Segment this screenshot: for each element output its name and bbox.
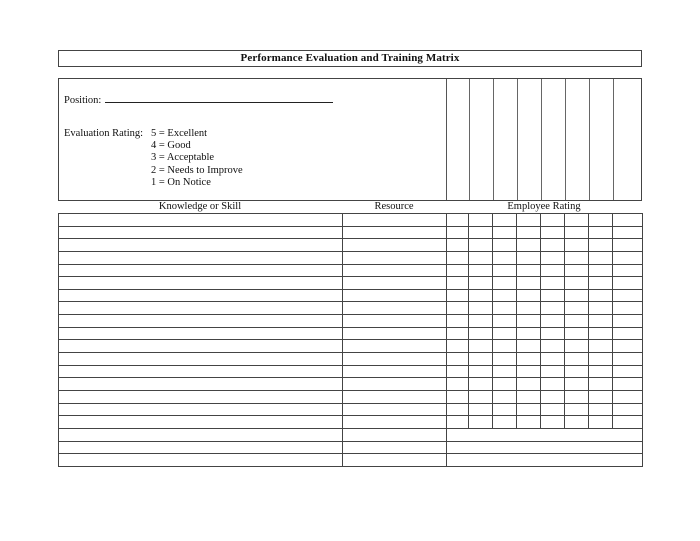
resource-cell[interactable] (343, 327, 447, 340)
rating-cell[interactable] (541, 340, 565, 353)
rating-cell[interactable] (565, 214, 589, 227)
resource-cell[interactable] (343, 454, 447, 467)
skill-cell[interactable] (59, 441, 343, 454)
rating-cell[interactable] (517, 264, 541, 277)
rating-cell[interactable] (613, 226, 643, 239)
rating-cell[interactable] (565, 226, 589, 239)
rating-header-divider (469, 79, 470, 200)
rating-cell[interactable] (565, 353, 589, 366)
skill-cell[interactable] (59, 340, 343, 353)
position-label: Position: (64, 95, 102, 106)
rating-cell[interactable] (565, 251, 589, 264)
rating-cell[interactable] (565, 239, 589, 252)
rating-cell[interactable] (589, 277, 613, 290)
rating-cell[interactable] (541, 302, 565, 315)
rating-cell[interactable] (517, 251, 541, 264)
skill-cell[interactable] (59, 428, 343, 441)
rating-cell[interactable] (493, 390, 517, 403)
rating-header-divider (541, 79, 542, 200)
rating-cell[interactable] (613, 251, 643, 264)
rating-scale-3: 3 = Acceptable (151, 152, 215, 164)
rating-cell[interactable] (493, 327, 517, 340)
rating-cell[interactable] (447, 289, 469, 302)
skill-cell[interactable] (59, 226, 343, 239)
rating-cell[interactable] (469, 239, 493, 252)
rating-cell[interactable] (613, 264, 643, 277)
resource-cell[interactable] (343, 226, 447, 239)
rating-cell[interactable] (565, 390, 589, 403)
resource-cell[interactable] (343, 264, 447, 277)
rating-cell[interactable] (447, 353, 469, 366)
rating-cell[interactable] (565, 365, 589, 378)
rating-cell[interactable] (517, 289, 541, 302)
rating-cell[interactable] (589, 378, 613, 391)
table-row (59, 214, 643, 227)
rating-cell[interactable] (517, 403, 541, 416)
rating-cell[interactable] (493, 251, 517, 264)
rating-cell[interactable] (469, 390, 493, 403)
rating-cell[interactable] (589, 315, 613, 328)
rating-cell[interactable] (541, 264, 565, 277)
rating-cell[interactable] (589, 403, 613, 416)
rating-cell[interactable] (447, 365, 469, 378)
resource-cell[interactable] (343, 251, 447, 264)
rating-cell[interactable] (517, 226, 541, 239)
rating-cell[interactable] (517, 239, 541, 252)
skill-cell[interactable] (59, 239, 343, 252)
table-row (59, 239, 643, 252)
rating-cell[interactable] (493, 378, 517, 391)
rating-cell[interactable] (541, 226, 565, 239)
rating-cell[interactable] (447, 226, 469, 239)
rating-cell[interactable] (447, 340, 469, 353)
training-matrix-table (58, 213, 642, 467)
skill-cell[interactable] (59, 365, 343, 378)
rating-cell[interactable] (469, 403, 493, 416)
table-row (59, 428, 643, 441)
table-row (59, 302, 643, 315)
table-row (59, 277, 643, 290)
table-row (59, 403, 643, 416)
rating-cell[interactable] (541, 390, 565, 403)
table-row (59, 226, 643, 239)
position-field[interactable] (105, 92, 333, 103)
table-row (59, 441, 643, 454)
rating-cell[interactable] (589, 340, 613, 353)
rating-header-divider (565, 79, 566, 200)
info-section (58, 78, 642, 201)
rating-cell[interactable] (517, 416, 541, 429)
rating-header-divider (517, 79, 518, 200)
rating-cell[interactable] (565, 403, 589, 416)
table-row (59, 327, 643, 340)
rating-cell[interactable] (493, 315, 517, 328)
rating-cell[interactable] (469, 365, 493, 378)
header-employee-rating: Employee Rating (507, 201, 581, 212)
position-row (64, 92, 333, 106)
rating-cell[interactable] (565, 378, 589, 391)
resource-cell[interactable] (343, 365, 447, 378)
table-row (59, 454, 643, 467)
rating-cell[interactable] (493, 416, 517, 429)
rating-cell[interactable] (517, 353, 541, 366)
rating-cell[interactable] (613, 416, 643, 429)
table-row (59, 390, 643, 403)
resource-cell[interactable] (343, 239, 447, 252)
rating-scale-list (151, 128, 243, 189)
rating-cell[interactable] (613, 239, 643, 252)
rating-cell[interactable] (469, 378, 493, 391)
rating-cell[interactable] (613, 403, 643, 416)
rating-cell[interactable] (565, 416, 589, 429)
rating-cell[interactable] (493, 226, 517, 239)
rating-cell[interactable] (613, 214, 643, 227)
rating-cell[interactable] (589, 226, 613, 239)
rating-cell[interactable] (447, 277, 469, 290)
header-resource: Resource (374, 201, 414, 212)
resource-cell[interactable] (343, 302, 447, 315)
rating-cell[interactable] (541, 315, 565, 328)
rating-cell[interactable] (493, 239, 517, 252)
rating-cell[interactable] (517, 302, 541, 315)
skill-cell[interactable] (59, 289, 343, 302)
rating-cell[interactable] (565, 277, 589, 290)
rating-cell[interactable] (613, 315, 643, 328)
resource-cell[interactable] (343, 214, 447, 227)
rating-cell[interactable] (589, 327, 613, 340)
rating-cell[interactable] (565, 340, 589, 353)
rating-cell[interactable] (613, 353, 643, 366)
rating-cell[interactable] (613, 340, 643, 353)
rating-cell[interactable] (447, 251, 469, 264)
rating-cell[interactable] (589, 264, 613, 277)
rating-cell[interactable] (589, 365, 613, 378)
rating-cell[interactable] (493, 214, 517, 227)
table-row (59, 353, 643, 366)
rating-cell[interactable] (565, 302, 589, 315)
skill-cell[interactable] (59, 264, 343, 277)
rating-scale-1: 1 = On Notice (151, 176, 211, 188)
resource-cell[interactable] (343, 340, 447, 353)
skill-cell[interactable] (59, 251, 343, 264)
rating-cell[interactable] (447, 214, 469, 227)
rating-cell[interactable] (493, 289, 517, 302)
rating-cell[interactable] (541, 251, 565, 264)
rating-header-divider (493, 79, 494, 200)
skill-cell[interactable] (59, 454, 343, 467)
table-row (59, 315, 643, 328)
rating-cell[interactable] (469, 315, 493, 328)
info-left-panel (59, 79, 447, 200)
rating-cell[interactable] (517, 378, 541, 391)
resource-cell[interactable] (343, 390, 447, 403)
rating-cell[interactable] (447, 416, 469, 429)
rating-cell[interactable] (469, 264, 493, 277)
skill-cell[interactable] (59, 315, 343, 328)
rating-cell[interactable] (469, 214, 493, 227)
skill-cell[interactable] (59, 302, 343, 315)
page-title: Performance Evaluation and Training Matrix (58, 50, 642, 67)
rating-cell[interactable] (541, 353, 565, 366)
resource-cell[interactable] (343, 315, 447, 328)
rating-cell[interactable] (541, 277, 565, 290)
header-knowledge-skill: Knowledge or Skill (158, 201, 242, 212)
rating-cell[interactable] (469, 302, 493, 315)
skill-cell[interactable] (59, 403, 343, 416)
rating-cell[interactable] (493, 365, 517, 378)
rating-header-divider (613, 79, 614, 200)
table-row (59, 251, 643, 264)
rating-cell[interactable] (447, 315, 469, 328)
skill-cell[interactable] (59, 327, 343, 340)
rating-cell[interactable] (447, 403, 469, 416)
rating-merged-cell[interactable] (447, 441, 643, 454)
skill-cell[interactable] (59, 416, 343, 429)
resource-cell[interactable] (343, 353, 447, 366)
skill-cell[interactable] (59, 277, 343, 290)
rating-cell[interactable] (447, 239, 469, 252)
resource-cell[interactable] (343, 403, 447, 416)
rating-cell[interactable] (613, 365, 643, 378)
rating-cell[interactable] (613, 289, 643, 302)
skill-cell[interactable] (59, 353, 343, 366)
skill-cell[interactable] (59, 214, 343, 227)
rating-cell[interactable] (541, 327, 565, 340)
rating-cell[interactable] (469, 340, 493, 353)
rating-cell[interactable] (541, 416, 565, 429)
rating-cell[interactable] (589, 239, 613, 252)
rating-cell[interactable] (469, 251, 493, 264)
rating-cell[interactable] (565, 264, 589, 277)
rating-cell[interactable] (493, 340, 517, 353)
rating-cell[interactable] (589, 390, 613, 403)
rating-cell[interactable] (493, 403, 517, 416)
rating-cell[interactable] (565, 289, 589, 302)
rating-cell[interactable] (541, 214, 565, 227)
resource-cell[interactable] (343, 378, 447, 391)
table-row (59, 378, 643, 391)
table-row (59, 416, 643, 429)
rating-cell[interactable] (493, 264, 517, 277)
rating-cell[interactable] (493, 302, 517, 315)
rating-cell[interactable] (589, 353, 613, 366)
rating-cell[interactable] (517, 340, 541, 353)
rating-header-divider (589, 79, 590, 200)
rating-cell[interactable] (447, 378, 469, 391)
rating-cell[interactable] (589, 214, 613, 227)
rating-cell[interactable] (565, 327, 589, 340)
rating-scale-5: 5 = Excellent (151, 128, 208, 139)
rating-cell[interactable] (469, 327, 493, 340)
rating-cell[interactable] (613, 302, 643, 315)
rating-cell[interactable] (469, 277, 493, 290)
rating-cell[interactable] (447, 302, 469, 315)
evaluation-rating-label: Evaluation Rating: (64, 128, 144, 139)
matrix-table (58, 213, 643, 467)
table-row (59, 340, 643, 353)
rating-cell[interactable] (541, 289, 565, 302)
rating-cell[interactable] (517, 365, 541, 378)
rating-cell[interactable] (447, 327, 469, 340)
rating-cell[interactable] (565, 315, 589, 328)
rating-cell[interactable] (541, 239, 565, 252)
resource-cell[interactable] (343, 277, 447, 290)
rating-cell[interactable] (541, 365, 565, 378)
table-row (59, 289, 643, 302)
rating-scale-2: 2 = Needs to Improve (151, 164, 243, 176)
rating-cell[interactable] (613, 277, 643, 290)
rating-cell[interactable] (469, 416, 493, 429)
rating-cell[interactable] (469, 289, 493, 302)
rating-cell[interactable] (469, 353, 493, 366)
skill-cell[interactable] (59, 378, 343, 391)
rating-merged-cell[interactable] (447, 428, 643, 441)
resource-cell[interactable] (343, 428, 447, 441)
rating-cell[interactable] (517, 315, 541, 328)
rating-cell[interactable] (517, 277, 541, 290)
rating-cell[interactable] (469, 226, 493, 239)
rating-cell[interactable] (447, 264, 469, 277)
rating-merged-cell[interactable] (447, 454, 643, 467)
table-row (59, 264, 643, 277)
rating-cell[interactable] (541, 378, 565, 391)
resource-cell[interactable] (343, 441, 447, 454)
rating-cell[interactable] (589, 251, 613, 264)
rating-cell[interactable] (589, 289, 613, 302)
rating-cell[interactable] (493, 353, 517, 366)
table-row (59, 365, 643, 378)
resource-cell[interactable] (343, 289, 447, 302)
rating-cell[interactable] (589, 416, 613, 429)
rating-cell[interactable] (447, 390, 469, 403)
rating-cell[interactable] (613, 378, 643, 391)
resource-cell[interactable] (343, 416, 447, 429)
rating-cell[interactable] (517, 214, 541, 227)
rating-cell[interactable] (613, 327, 643, 340)
rating-cell[interactable] (589, 302, 613, 315)
rating-cell[interactable] (541, 403, 565, 416)
skill-cell[interactable] (59, 390, 343, 403)
rating-scale-4: 4 = Good (151, 140, 191, 152)
rating-cell[interactable] (517, 327, 541, 340)
rating-cell[interactable] (613, 390, 643, 403)
rating-cell[interactable] (493, 277, 517, 290)
rating-cell[interactable] (517, 390, 541, 403)
